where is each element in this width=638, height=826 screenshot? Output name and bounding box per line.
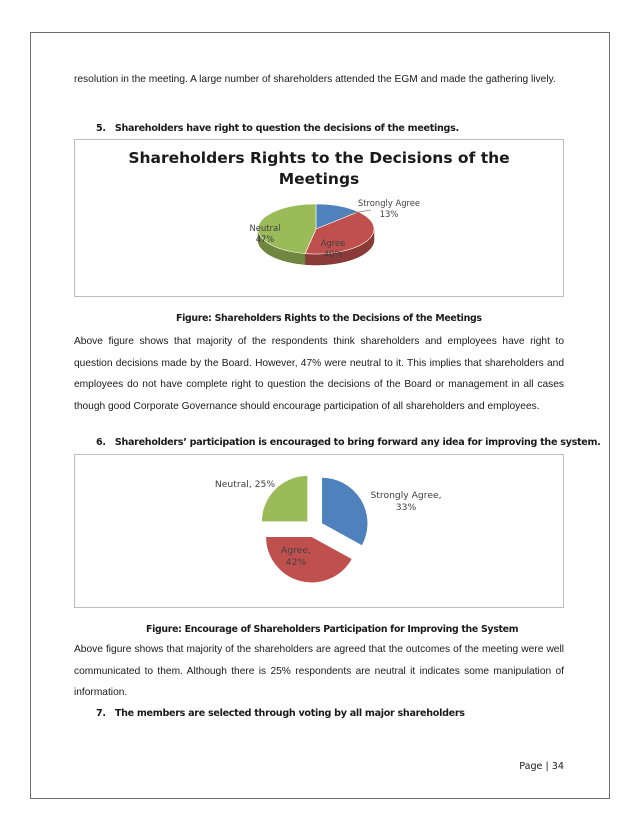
data-label-neutral: Neutral 47% [249, 223, 281, 244]
pie-slice-strongly-agree [322, 477, 368, 545]
data-label-agree: Agree 40% [320, 238, 346, 259]
paragraph-rights-analysis: Above figure shows that majority of the respondents think shareholders and employees have right to question decisions made by the Board. However, 47% were neutral to it. This implies that shareholders and employees do not have complete right to question the decisions of the Board or management in all cases though good Corporate Governance should encourage participation of all shareholders and employees. [74, 336, 564, 412]
data-label-strongly-agree: Strongly Agree 13% [357, 198, 421, 219]
page-number: Page | 34 [519, 761, 564, 772]
paragraph-participation-analysis: Above figure shows that majority of the shareholders are agreed that the outcomes of the meeting were well communicated to them. Although there is 25% respondents are neutral it indicates some manipulation of information. [74, 644, 564, 698]
data-label-agree: Agree, 42% [281, 545, 311, 568]
pie-chart-exploded [75, 455, 563, 607]
chart-participation [74, 454, 564, 608]
pie-chart-3d [75, 140, 563, 296]
data-label-neutral: Neutral, 25% [214, 479, 276, 490]
figure-caption-2: Figure: Encourage of Shareholders Participation for Improving the System [146, 624, 519, 635]
figure-caption-1: Figure: Shareholders Rights to the Decisions of the Meetings [176, 313, 482, 324]
heading-question-decisions: 5. Shareholders have right to question the decisions of the meetings. [96, 123, 459, 134]
paragraph-egm: resolution in the meeting. A large number of shareholders attended the EGM and made the gathering lively. [74, 74, 556, 85]
heading-member-selection: 7. The members are selected through voting by all major shareholders [96, 708, 465, 719]
chart-title-line-2: Meetings [278, 170, 360, 188]
chart-title-line-1: Shareholders Rights to the Decisions of the [128, 149, 510, 167]
pie-slice-agree [266, 537, 352, 583]
chart-rights-decisions [74, 139, 564, 297]
data-label-strongly-agree: Strongly Agree, 33% [370, 490, 442, 513]
heading-participation: 6. Shareholders’ participation is encouraged to bring forward any idea for improving the system. [96, 437, 601, 448]
